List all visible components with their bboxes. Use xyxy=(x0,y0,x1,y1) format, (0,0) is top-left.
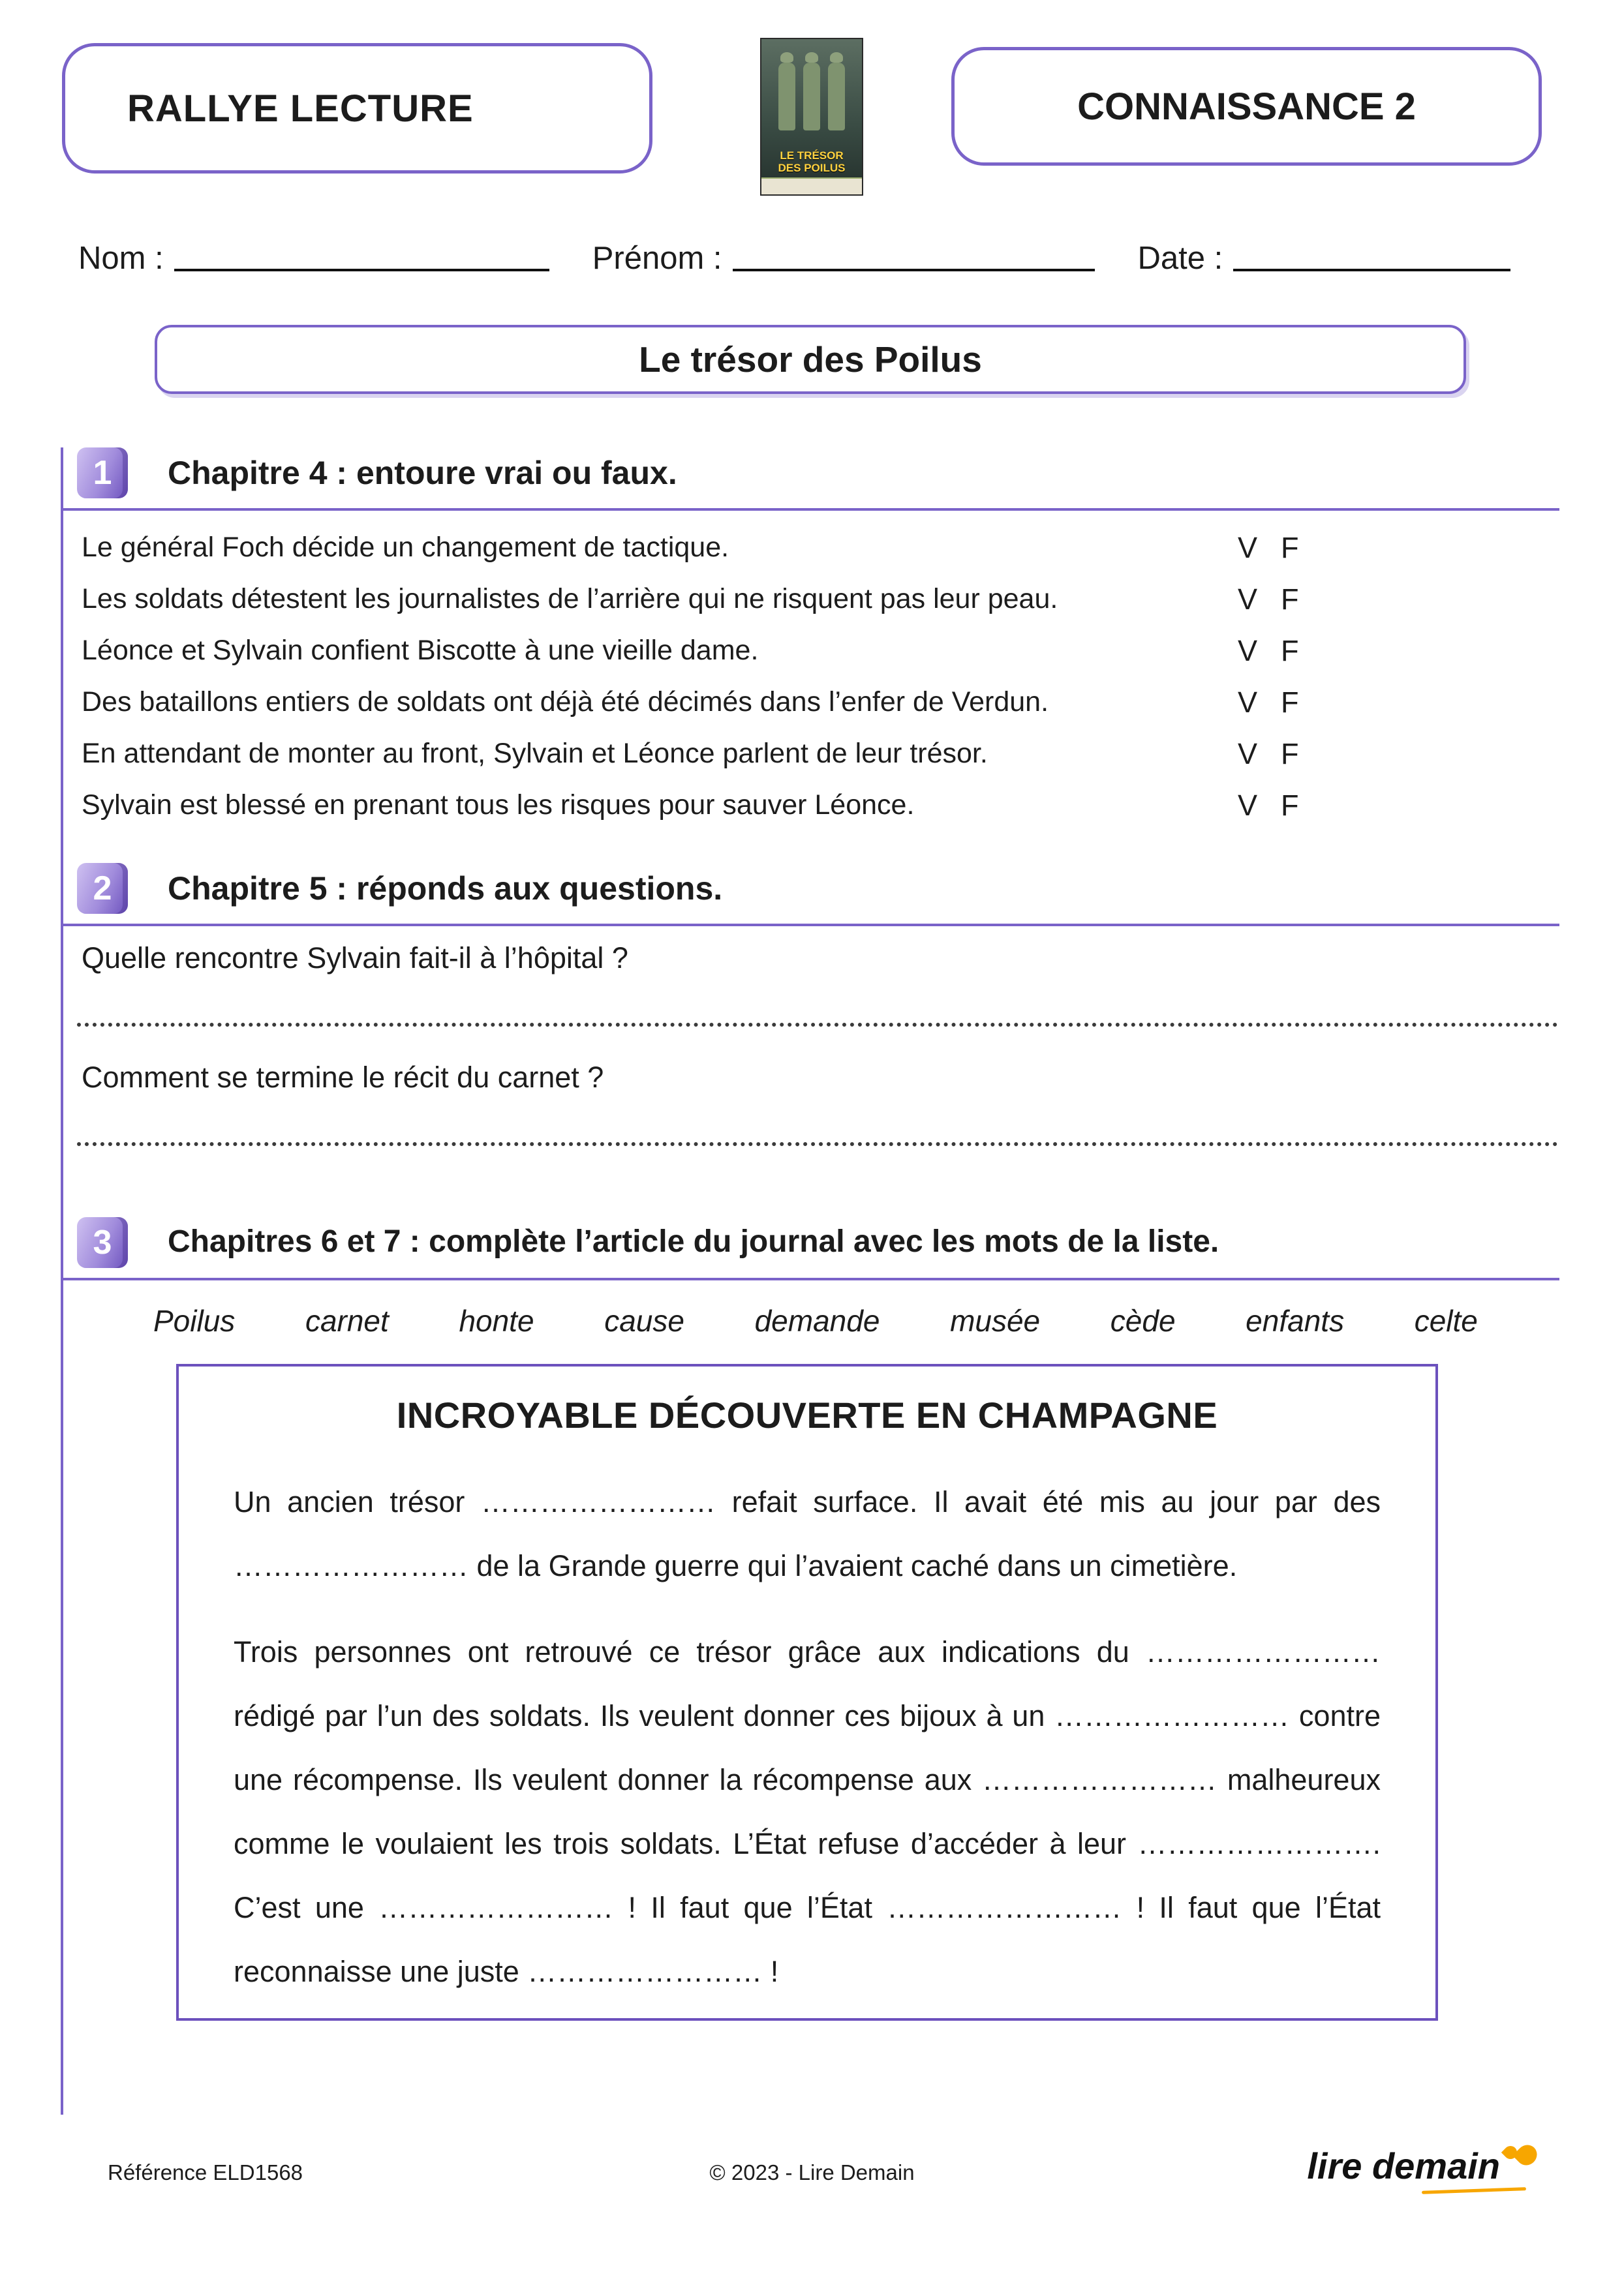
statement-text: En attendant de monter au front, Sylvain et Léonce parlent de leur trésor. xyxy=(82,738,988,769)
connaissance-label: CONNAISSANCE 2 xyxy=(1077,85,1416,128)
soldier-silhouette xyxy=(803,63,820,130)
answer-dotted-line xyxy=(77,1110,1558,1146)
vrai-option: V xyxy=(1238,685,1258,719)
vrai-option: V xyxy=(1238,582,1258,616)
section2-number-badge: 2 xyxy=(77,863,128,914)
book-cover-bottom-band xyxy=(761,177,862,194)
word-item: celte xyxy=(1414,1304,1478,1338)
word-item: demande xyxy=(754,1304,880,1338)
book-cover-title xyxy=(778,149,846,175)
logo-sub-swoosh xyxy=(1422,2187,1526,2194)
vrai-option: V xyxy=(1238,736,1258,770)
statement-row xyxy=(82,676,1380,728)
footer-copyright: © 2023 - Lire Demain xyxy=(709,2160,915,2184)
date-group xyxy=(1138,240,1511,277)
statement-row xyxy=(82,728,1380,779)
statement-text: Le général Foch décide un changement de tactique. xyxy=(82,532,729,563)
nom-write-line xyxy=(174,269,549,271)
section3-rule xyxy=(62,1278,1559,1280)
vrai-option: V xyxy=(1238,633,1258,667)
prenom-group xyxy=(592,240,1095,277)
statement-text: Les soldats détestent les journalistes de l’arrière qui ne risquent pas leur peau. xyxy=(82,583,1058,614)
statement-row xyxy=(82,573,1380,625)
vrai-faux-options xyxy=(1238,676,1299,728)
word-item: carnet xyxy=(305,1304,389,1338)
vrai-faux-options xyxy=(1238,625,1299,676)
faux-option: F xyxy=(1281,788,1299,822)
vrai-faux-options xyxy=(1238,779,1299,831)
section2-header xyxy=(62,863,1559,928)
article-paragraph: Trois personnes ont retrouvé ce trésor grâce aux indications du …………………… rédigé par l’un des soldats. Ils veulent donner ces bijoux à un …………………… contre une récompense. Ils veulent donner la récompense aux …………………… malheureux comme le voulaient les trois soldats. L’État refuse d’accéder à leur ……………………. C’est une …………………… ! Il faut que l’État …………………… ! Il faut que l’État reconnaisse une juste …………………… ! xyxy=(234,1635,1381,1988)
prenom-label: Prénom : xyxy=(592,241,722,276)
word-list xyxy=(153,1303,1478,1338)
book-cover-title-line1: LE TRÉSOR xyxy=(780,149,844,162)
newspaper-article-box xyxy=(176,1364,1438,2021)
word-item: cause xyxy=(604,1304,684,1338)
worksheet-title: Le trésor des Poilus xyxy=(639,339,982,380)
book-cover-title-line2: DES POILUS xyxy=(778,162,846,175)
section2-title: Chapitre 5 : réponds aux questions. xyxy=(168,870,723,907)
statement-text: Des bataillons entiers de soldats ont déjà été décimés dans l’enfer de Verdun. xyxy=(82,686,1049,718)
soldier-silhouette xyxy=(778,63,795,130)
section3-header xyxy=(62,1217,1559,1282)
word-item: musée xyxy=(950,1304,1041,1338)
section1-rule xyxy=(62,508,1559,511)
worksheet-title-box xyxy=(155,325,1466,394)
vrai-faux-options xyxy=(1238,522,1299,573)
lire-demain-logo-text: lire demain xyxy=(1307,2145,1500,2186)
soldier-silhouette xyxy=(828,63,845,130)
word-item: enfants xyxy=(1246,1304,1345,1338)
logo-flame-icon xyxy=(1500,2145,1539,2179)
section1-number-badge: 1 xyxy=(77,447,128,498)
lire-demain-logo xyxy=(1307,2145,1539,2187)
article-paragraph: Un ancien trésor …………………… refait surface. Il avait été mis au jour par des …………………… de la Grande guerre qui l’avaient caché dans un cimetière. xyxy=(234,1485,1381,1582)
nom-group xyxy=(78,240,549,277)
book-cover-image xyxy=(760,38,863,196)
article-title: INCROYABLE DÉCOUVERTE EN CHAMPAGNE xyxy=(396,1395,1218,1436)
date-label: Date : xyxy=(1137,241,1223,276)
vrai-option: V xyxy=(1238,530,1258,564)
rallye-lecture-label: RALLYE LECTURE xyxy=(127,87,474,130)
statement-text: Sylvain est blessé en prenant tous les risques pour sauver Léonce. xyxy=(82,789,915,821)
vrai-option: V xyxy=(1238,788,1258,822)
section3-title: Chapitres 6 et 7 : complète l’article du journal avec les mots de la liste. xyxy=(168,1224,1219,1259)
section1-header xyxy=(62,447,1559,513)
question-text: Comment se termine le récit du carnet ? xyxy=(82,1061,604,1094)
footer-reference: Référence ELD1568 xyxy=(108,2160,303,2184)
word-item: honte xyxy=(459,1304,534,1338)
answer-dotted-line xyxy=(77,990,1558,1027)
section3-number-badge: 3 xyxy=(77,1217,128,1268)
article-body xyxy=(234,1470,1381,2004)
statement-text: Léonce et Sylvain confient Biscotte à une vieille dame. xyxy=(82,635,759,666)
word-item: Poilus xyxy=(153,1304,236,1338)
statement-row xyxy=(82,779,1380,831)
faux-option: F xyxy=(1281,736,1299,770)
vrai-faux-options xyxy=(1238,573,1299,625)
rallye-lecture-badge xyxy=(62,43,652,174)
faux-option: F xyxy=(1281,582,1299,616)
section1-title: Chapitre 4 : entoure vrai ou faux. xyxy=(168,455,677,491)
prenom-write-line xyxy=(733,269,1095,271)
true-false-list xyxy=(82,522,1380,831)
statement-row xyxy=(82,522,1380,573)
nom-label: Nom : xyxy=(78,241,164,276)
question-text: Quelle rencontre Sylvain fait-il à l’hôpital ? xyxy=(82,941,628,974)
section2-rule xyxy=(62,924,1559,926)
word-item: cède xyxy=(1110,1304,1176,1338)
connaissance-badge xyxy=(951,47,1542,166)
identity-row xyxy=(78,240,1559,277)
date-write-line xyxy=(1233,269,1510,271)
faux-option: F xyxy=(1281,633,1299,667)
book-cover-soldiers-illustration xyxy=(761,63,862,141)
faux-option: F xyxy=(1281,530,1299,564)
vrai-faux-options xyxy=(1238,728,1299,779)
statement-row xyxy=(82,625,1380,676)
faux-option: F xyxy=(1281,685,1299,719)
